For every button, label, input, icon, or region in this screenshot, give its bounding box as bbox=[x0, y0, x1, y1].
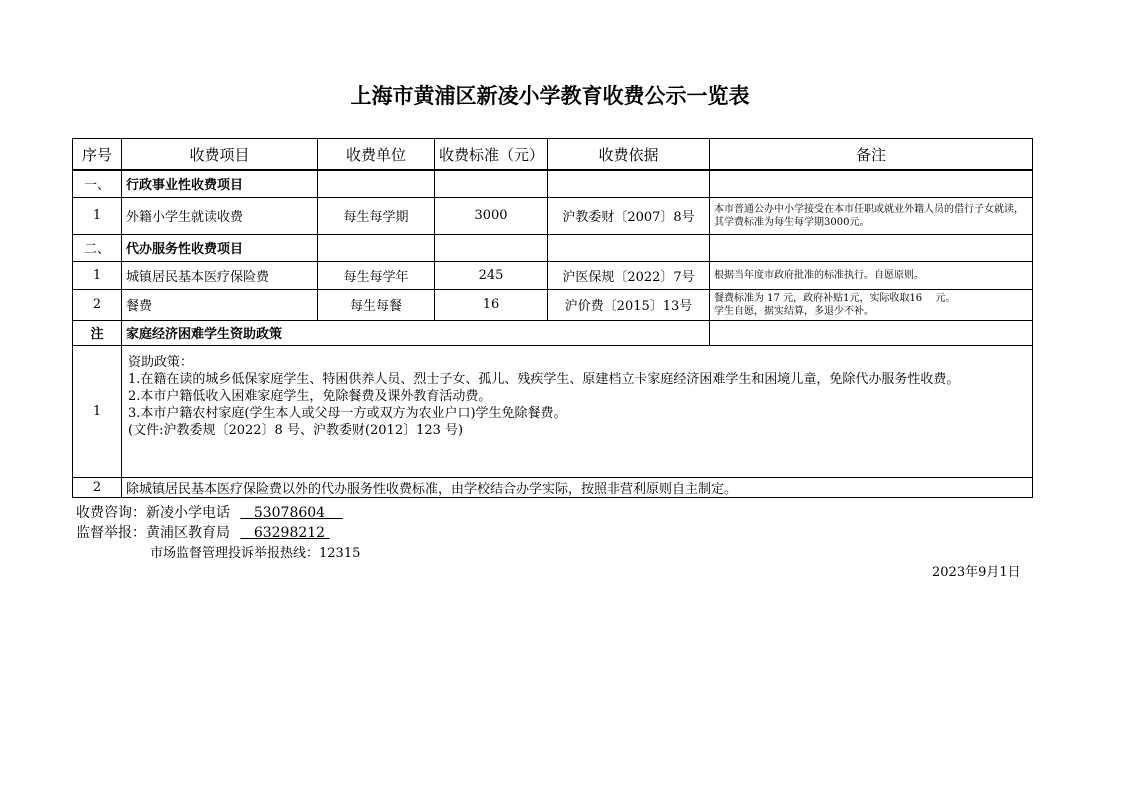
empty-cell bbox=[710, 320, 1033, 345]
notes-row bbox=[73, 345, 1033, 477]
hotline: 市场监督管理投诉举报热线：12315 bbox=[150, 546, 361, 561]
notes-row-no: 1 bbox=[73, 345, 122, 477]
table-row bbox=[73, 261, 1033, 289]
notes-row bbox=[73, 477, 1033, 497]
row-unit: 每生每学期 bbox=[318, 197, 435, 234]
notes-row-no: 2 bbox=[73, 477, 122, 497]
policy-line: 资助政策： bbox=[128, 354, 194, 370]
notes-header-row bbox=[73, 320, 1033, 345]
header-unit: 收费单位 bbox=[318, 139, 435, 171]
header-item: 收费项目 bbox=[122, 139, 318, 171]
consult-phone-number: 53078604 bbox=[253, 505, 326, 521]
empty-cell bbox=[435, 170, 548, 197]
header-amount: 收费标准（元） bbox=[435, 139, 548, 171]
section-label: 代办服务性收费项目 bbox=[122, 234, 318, 261]
empty-cell bbox=[710, 234, 1033, 261]
section-label: 行政事业性收费项目 bbox=[122, 170, 318, 197]
row-item: 餐费 bbox=[122, 289, 318, 320]
section-row-agency bbox=[73, 234, 1033, 261]
row-item: 外籍小学生就读收费 bbox=[122, 197, 318, 234]
notes-row-text: 除城镇居民基本医疗保险费以外的代办服务性收费标准，由学校结合办学实际，按照非营利原则自主制定。 bbox=[122, 477, 1033, 497]
row-unit: 每生每学年 bbox=[318, 261, 435, 289]
row-note-line: 学生自愿，据实结算，多退少不补。 bbox=[714, 305, 874, 317]
empty-cell bbox=[548, 234, 710, 261]
supervise-line bbox=[76, 522, 330, 542]
row-basis: 沪教委财〔2007〕8号 bbox=[548, 197, 710, 234]
section-row-admin bbox=[73, 170, 1033, 197]
empty-cell bbox=[435, 234, 548, 261]
row-amount: 245 bbox=[435, 261, 548, 289]
empty-cell bbox=[710, 170, 1033, 197]
consult-label: 收费咨询：新凌小学电话 bbox=[76, 505, 230, 521]
table-row bbox=[73, 289, 1033, 320]
fee-table bbox=[72, 138, 1033, 498]
policy-line: 3.本市户籍农村家庭(学生本人或父母一方或双方为农业户口)学生免除餐费。 bbox=[128, 405, 567, 421]
header-no: 序号 bbox=[73, 139, 122, 171]
notes-label: 家庭经济困难学生资助政策 bbox=[122, 320, 710, 345]
row-no: 1 bbox=[73, 197, 122, 234]
policy-line: (文件:沪教委规〔2022〕8 号、沪教委财(2012〕123 号) bbox=[128, 422, 464, 438]
row-no: 2 bbox=[73, 289, 122, 320]
row-note: 根据当年度市政府批准的标准执行。自愿原则。 bbox=[710, 261, 1033, 289]
row-item: 城镇居民基本医疗保险费 bbox=[122, 261, 318, 289]
header-note: 备注 bbox=[710, 139, 1033, 171]
row-note-line: 餐费标准为 17 元，政府补贴1元，实际收取16 元。 bbox=[714, 292, 956, 304]
row-note: 本市普通公办中小学接受在本市任职或就业外籍人员的借行子女就读，其学费标准为每生每学期3000元。 bbox=[710, 197, 1033, 234]
empty-cell bbox=[548, 170, 710, 197]
supervise-label: 监督举报：黄浦区教育局 bbox=[76, 525, 230, 541]
consult-line bbox=[76, 502, 343, 522]
row-unit: 每生每餐 bbox=[318, 289, 435, 320]
table-header-row bbox=[73, 139, 1033, 171]
date: 2023年9月1日 bbox=[932, 565, 1021, 580]
page-title: 上海市黄浦区新凌小学教育收费公示一览表 bbox=[350, 84, 750, 108]
supervise-phone-number: 63298212 bbox=[253, 525, 326, 541]
row-amount: 3000 bbox=[435, 197, 548, 234]
header-basis: 收费依据 bbox=[548, 139, 710, 171]
policy-line: 1.在籍在读的城乡低保家庭学生、特困供养人员、烈士子女、孤儿、残疾学生、原建档立卡家庭经济困难学生和困境儿童，免除代办服务性收费。 bbox=[128, 371, 960, 387]
section-no: 二、 bbox=[73, 234, 122, 261]
section-no: 一、 bbox=[73, 170, 122, 197]
supervise-phone bbox=[240, 525, 329, 541]
empty-cell bbox=[318, 170, 435, 197]
row-amount: 16 bbox=[435, 289, 548, 320]
row-no: 1 bbox=[73, 261, 122, 289]
policy-line: 2.本市户籍低收入困难家庭学生，免除餐费及课外教育活动费。 bbox=[128, 388, 492, 404]
notes-no: 注 bbox=[73, 320, 122, 345]
table-row bbox=[73, 197, 1033, 234]
consult-phone bbox=[240, 505, 342, 521]
policy-text bbox=[122, 345, 1033, 477]
empty-cell bbox=[318, 234, 435, 261]
row-note bbox=[710, 289, 1033, 320]
row-basis: 沪医保规〔2022〕7号 bbox=[548, 261, 710, 289]
row-basis: 沪价费〔2015〕13号 bbox=[548, 289, 710, 320]
